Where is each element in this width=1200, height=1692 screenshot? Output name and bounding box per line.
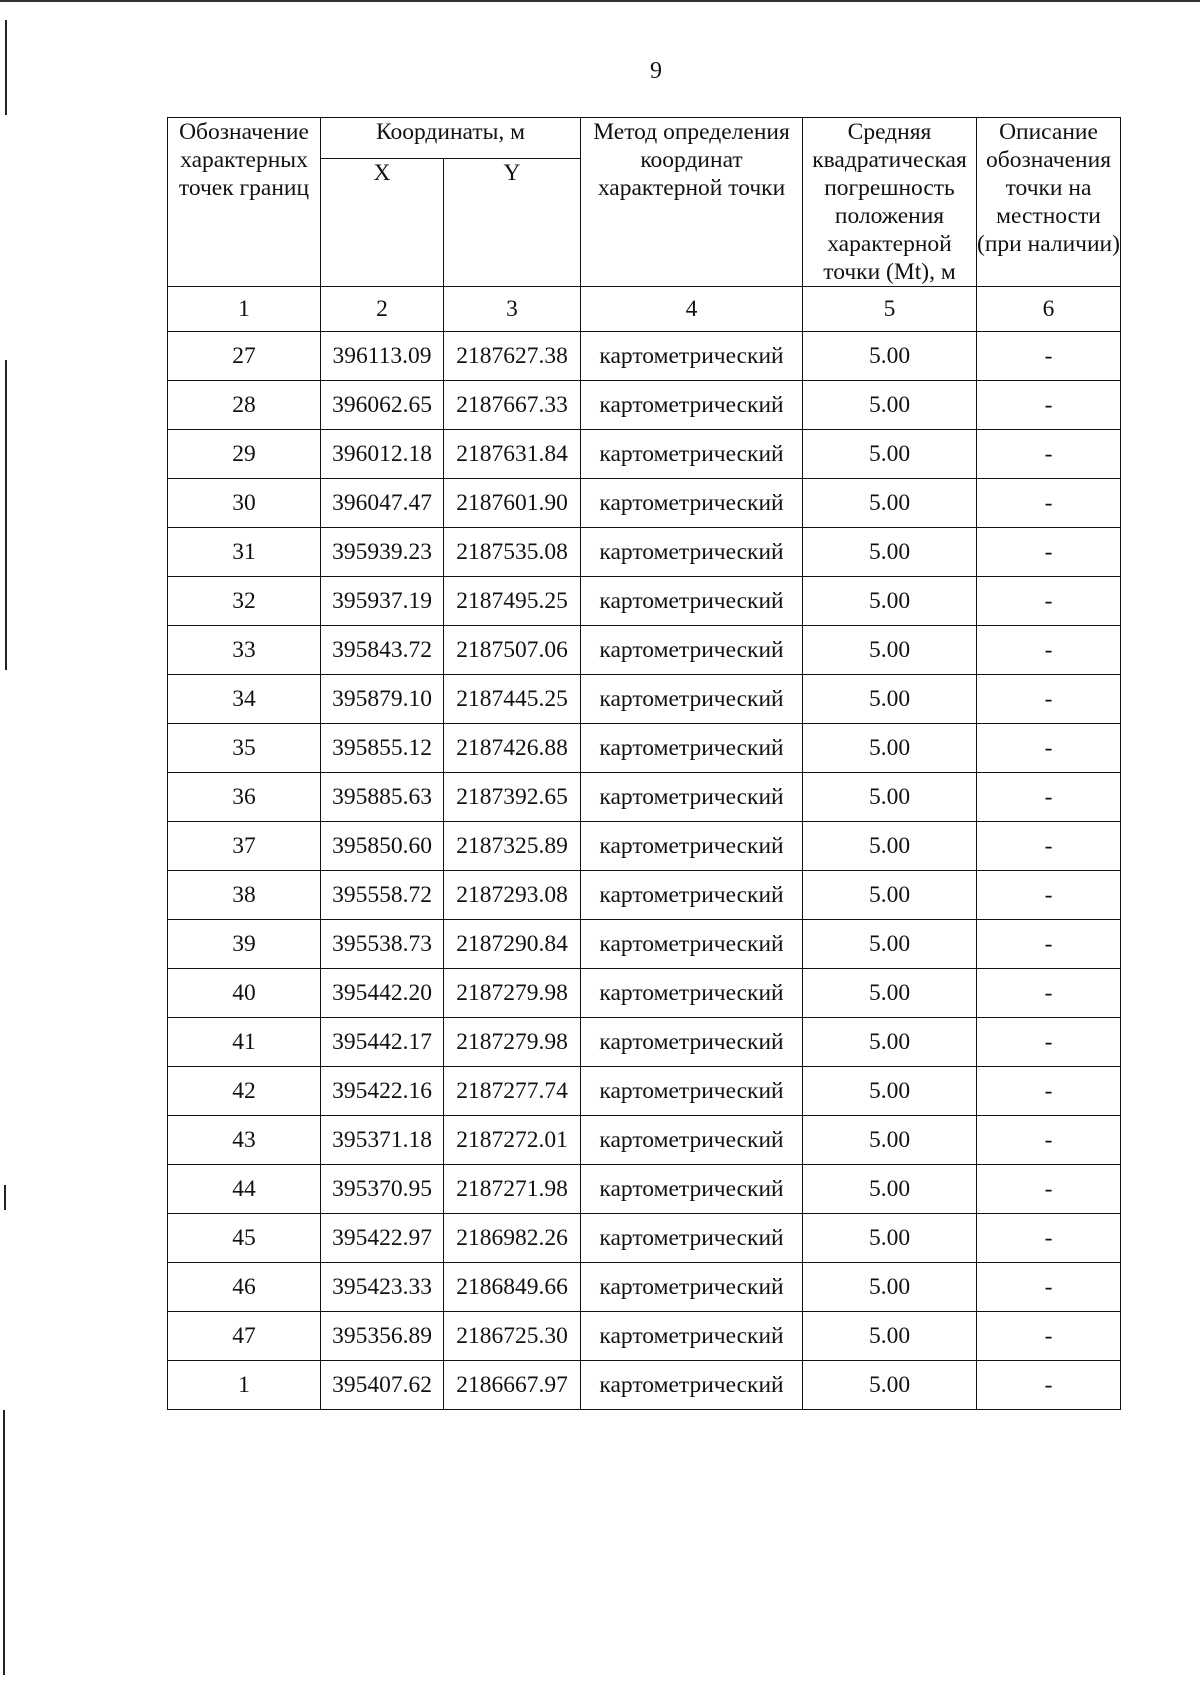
table-row — [168, 479, 1121, 528]
x-coordinate-cell: 395370.95 — [321, 1165, 444, 1214]
point-cell: 32 — [168, 577, 321, 626]
method-cell: картометрический — [581, 1018, 803, 1067]
column-number: 6 — [977, 287, 1121, 332]
accuracy-cell: 5.00 — [803, 1263, 977, 1312]
column-number: 1 — [168, 287, 321, 332]
column-number-row — [168, 287, 1121, 332]
method-cell: картометрический — [581, 675, 803, 724]
description-cell: - — [977, 430, 1121, 479]
accuracy-cell: 5.00 — [803, 822, 977, 871]
point-cell: 30 — [168, 479, 321, 528]
description-cell: - — [977, 332, 1121, 381]
x-coordinate-cell: 395558.72 — [321, 871, 444, 920]
x-coordinate-cell: 395885.63 — [321, 773, 444, 822]
x-coordinate-cell: 395407.62 — [321, 1361, 444, 1410]
y-coordinate-cell: 2187392.65 — [444, 773, 581, 822]
point-cell: 35 — [168, 724, 321, 773]
table-row — [168, 1263, 1121, 1312]
header-point: Обозначение характерных точек границ — [168, 118, 321, 287]
x-coordinate-cell: 396062.65 — [321, 381, 444, 430]
table-row — [168, 626, 1121, 675]
x-coordinate-cell: 395937.19 — [321, 577, 444, 626]
accuracy-cell: 5.00 — [803, 773, 977, 822]
description-cell: - — [977, 1361, 1121, 1410]
method-cell: картометрический — [581, 920, 803, 969]
method-cell: картометрический — [581, 528, 803, 577]
description-cell: - — [977, 479, 1121, 528]
y-coordinate-cell: 2187279.98 — [444, 1018, 581, 1067]
method-cell: картометрический — [581, 1067, 803, 1116]
y-coordinate-cell: 2186982.26 — [444, 1214, 581, 1263]
table-row — [168, 1018, 1121, 1067]
accuracy-cell: 5.00 — [803, 528, 977, 577]
accuracy-cell: 5.00 — [803, 1214, 977, 1263]
y-coordinate-cell: 2187667.33 — [444, 381, 581, 430]
description-cell: - — [977, 626, 1121, 675]
table-row — [168, 724, 1121, 773]
accuracy-cell: 5.00 — [803, 920, 977, 969]
header-accuracy: Средняя квадратическая погрешность положения характерной точки (Mt), м — [803, 118, 977, 287]
description-cell: - — [977, 381, 1121, 430]
accuracy-cell: 5.00 — [803, 430, 977, 479]
header-method: Метод определения координат характерной точки — [581, 118, 803, 287]
point-cell: 29 — [168, 430, 321, 479]
method-cell: картометрический — [581, 1214, 803, 1263]
x-coordinate-cell: 396012.18 — [321, 430, 444, 479]
y-coordinate-cell: 2187271.98 — [444, 1165, 581, 1214]
method-cell: картометрический — [581, 1361, 803, 1410]
x-coordinate-cell: 396047.47 — [321, 479, 444, 528]
scan-left-mark — [5, 360, 7, 670]
point-cell: 37 — [168, 822, 321, 871]
column-number: 2 — [321, 287, 444, 332]
accuracy-cell: 5.00 — [803, 1312, 977, 1361]
method-cell: картометрический — [581, 773, 803, 822]
method-cell: картометрический — [581, 430, 803, 479]
table-row — [168, 430, 1121, 479]
y-coordinate-cell: 2187495.25 — [444, 577, 581, 626]
accuracy-cell: 5.00 — [803, 1067, 977, 1116]
x-coordinate-cell: 395356.89 — [321, 1312, 444, 1361]
table-row — [168, 773, 1121, 822]
accuracy-cell: 5.00 — [803, 381, 977, 430]
accuracy-cell: 5.00 — [803, 626, 977, 675]
scan-top-edge — [0, 0, 1200, 2]
accuracy-cell: 5.00 — [803, 724, 977, 773]
x-coordinate-cell: 395538.73 — [321, 920, 444, 969]
column-number: 4 — [581, 287, 803, 332]
description-cell: - — [977, 1018, 1121, 1067]
header-coordinates: Координаты, м — [321, 118, 581, 159]
x-coordinate-cell: 395371.18 — [321, 1116, 444, 1165]
point-cell: 38 — [168, 871, 321, 920]
description-cell: - — [977, 1263, 1121, 1312]
description-cell: - — [977, 773, 1121, 822]
table-body — [168, 287, 1121, 1410]
table-row — [168, 577, 1121, 626]
point-cell: 36 — [168, 773, 321, 822]
point-cell: 41 — [168, 1018, 321, 1067]
point-cell: 34 — [168, 675, 321, 724]
description-cell: - — [977, 724, 1121, 773]
x-coordinate-cell: 395850.60 — [321, 822, 444, 871]
point-cell: 45 — [168, 1214, 321, 1263]
method-cell: картометрический — [581, 724, 803, 773]
description-cell: - — [977, 822, 1121, 871]
method-cell: картометрический — [581, 969, 803, 1018]
point-cell: 39 — [168, 920, 321, 969]
x-coordinate-cell: 395939.23 — [321, 528, 444, 577]
page-number: 9 — [650, 58, 662, 84]
column-number: 3 — [444, 287, 581, 332]
header-y: Y — [444, 159, 581, 287]
method-cell: картометрический — [581, 1165, 803, 1214]
y-coordinate-cell: 2187293.08 — [444, 871, 581, 920]
column-number: 5 — [803, 287, 977, 332]
point-cell: 43 — [168, 1116, 321, 1165]
point-cell: 47 — [168, 1312, 321, 1361]
accuracy-cell: 5.00 — [803, 675, 977, 724]
table-row — [168, 1214, 1121, 1263]
header-x: X — [321, 159, 444, 287]
point-cell: 44 — [168, 1165, 321, 1214]
y-coordinate-cell: 2187279.98 — [444, 969, 581, 1018]
method-cell: картометрический — [581, 822, 803, 871]
x-coordinate-cell: 395843.72 — [321, 626, 444, 675]
table-row — [168, 1312, 1121, 1361]
method-cell: картометрический — [581, 479, 803, 528]
method-cell: картометрический — [581, 626, 803, 675]
x-coordinate-cell: 395442.17 — [321, 1018, 444, 1067]
scan-left-mark — [4, 1185, 6, 1210]
description-cell: - — [977, 528, 1121, 577]
accuracy-cell: 5.00 — [803, 1018, 977, 1067]
description-cell: - — [977, 1067, 1121, 1116]
description-cell: - — [977, 920, 1121, 969]
x-coordinate-cell: 395442.20 — [321, 969, 444, 1018]
accuracy-cell: 5.00 — [803, 1165, 977, 1214]
description-cell: - — [977, 675, 1121, 724]
accuracy-cell: 5.00 — [803, 969, 977, 1018]
description-cell: - — [977, 1312, 1121, 1361]
header-description: Описание обозначения точки на местности (при наличии) — [977, 118, 1121, 287]
table-row — [168, 822, 1121, 871]
y-coordinate-cell: 2187507.06 — [444, 626, 581, 675]
table-row — [168, 969, 1121, 1018]
coordinates-table — [167, 117, 1121, 1410]
y-coordinate-cell: 2187325.89 — [444, 822, 581, 871]
accuracy-cell: 5.00 — [803, 479, 977, 528]
table-row — [168, 1165, 1121, 1214]
method-cell: картометрический — [581, 1116, 803, 1165]
method-cell: картометрический — [581, 381, 803, 430]
description-cell: - — [977, 1116, 1121, 1165]
table-row — [168, 871, 1121, 920]
x-coordinate-cell: 395855.12 — [321, 724, 444, 773]
accuracy-cell: 5.00 — [803, 332, 977, 381]
point-cell: 46 — [168, 1263, 321, 1312]
table-row — [168, 332, 1121, 381]
y-coordinate-cell: 2187631.84 — [444, 430, 581, 479]
y-coordinate-cell: 2186725.30 — [444, 1312, 581, 1361]
point-cell: 28 — [168, 381, 321, 430]
x-coordinate-cell: 395423.33 — [321, 1263, 444, 1312]
description-cell: - — [977, 969, 1121, 1018]
accuracy-cell: 5.00 — [803, 871, 977, 920]
y-coordinate-cell: 2187601.90 — [444, 479, 581, 528]
table-row — [168, 1116, 1121, 1165]
y-coordinate-cell: 2187272.01 — [444, 1116, 581, 1165]
point-cell: 33 — [168, 626, 321, 675]
method-cell: картометрический — [581, 577, 803, 626]
method-cell: картометрический — [581, 871, 803, 920]
y-coordinate-cell: 2186667.97 — [444, 1361, 581, 1410]
point-cell: 1 — [168, 1361, 321, 1410]
accuracy-cell: 5.00 — [803, 1116, 977, 1165]
point-cell: 27 — [168, 332, 321, 381]
x-coordinate-cell: 395422.97 — [321, 1214, 444, 1263]
y-coordinate-cell: 2187277.74 — [444, 1067, 581, 1116]
y-coordinate-cell: 2187445.25 — [444, 675, 581, 724]
table-row — [168, 920, 1121, 969]
method-cell: картометрический — [581, 332, 803, 381]
x-coordinate-cell: 395879.10 — [321, 675, 444, 724]
table-row — [168, 381, 1121, 430]
x-coordinate-cell: 396113.09 — [321, 332, 444, 381]
y-coordinate-cell: 2187426.88 — [444, 724, 581, 773]
scan-left-mark — [3, 1410, 5, 1675]
y-coordinate-cell: 2187290.84 — [444, 920, 581, 969]
table-row — [168, 675, 1121, 724]
accuracy-cell: 5.00 — [803, 577, 977, 626]
table-row — [168, 528, 1121, 577]
description-cell: - — [977, 1214, 1121, 1263]
description-cell: - — [977, 577, 1121, 626]
y-coordinate-cell: 2187535.08 — [444, 528, 581, 577]
y-coordinate-cell: 2186849.66 — [444, 1263, 581, 1312]
point-cell: 31 — [168, 528, 321, 577]
description-cell: - — [977, 871, 1121, 920]
table-row — [168, 1067, 1121, 1116]
accuracy-cell: 5.00 — [803, 1361, 977, 1410]
point-cell: 40 — [168, 969, 321, 1018]
method-cell: картометрический — [581, 1312, 803, 1361]
x-coordinate-cell: 395422.16 — [321, 1067, 444, 1116]
description-cell: - — [977, 1165, 1121, 1214]
method-cell: картометрический — [581, 1263, 803, 1312]
y-coordinate-cell: 2187627.38 — [444, 332, 581, 381]
point-cell: 42 — [168, 1067, 321, 1116]
table-row — [168, 1361, 1121, 1410]
